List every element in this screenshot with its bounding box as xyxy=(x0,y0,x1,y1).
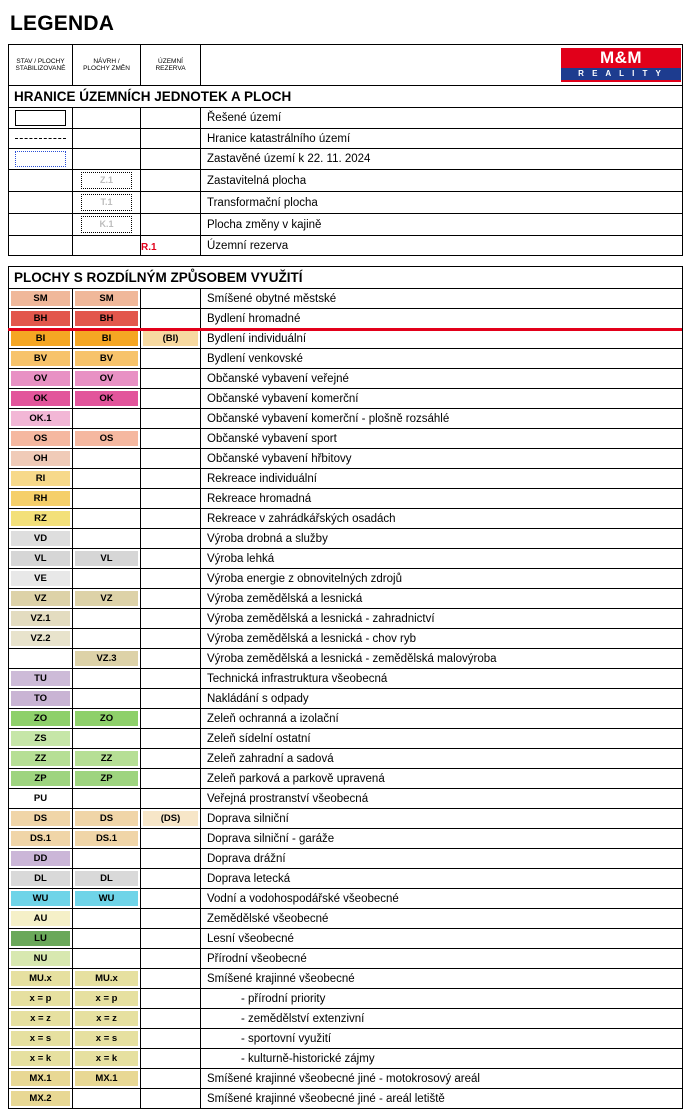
row-cell-stav xyxy=(9,149,73,170)
table-row xyxy=(9,849,683,869)
row-description: Zemědělské všeobecné xyxy=(201,909,683,929)
row-cell-rezerva xyxy=(141,589,201,609)
row-cell-navrh: VZ xyxy=(73,589,141,609)
row-cell-rezerva xyxy=(141,170,201,192)
row-cell-rezerva: (DS) xyxy=(141,809,201,829)
row-cell-navrh: MU.x xyxy=(73,969,141,989)
row-cell-rezerva xyxy=(141,489,201,509)
row-cell-stav: LU xyxy=(9,929,73,949)
row-cell-navrh xyxy=(73,789,141,809)
row-cell-rezerva xyxy=(141,429,201,449)
row-cell-stav: ZO xyxy=(9,709,73,729)
row-cell-rezerva xyxy=(141,649,201,669)
use-table xyxy=(8,266,683,1109)
symbol-solved-area xyxy=(15,110,66,126)
row-cell-navrh: OV xyxy=(73,369,141,389)
row-description: Výroba zemědělská a lesnická xyxy=(201,589,683,609)
row-cell-stav: MX.2 xyxy=(9,1089,73,1109)
row-description: Občanské vybavení veřejné xyxy=(201,369,683,389)
row-cell-rezerva xyxy=(141,309,201,329)
table-row xyxy=(9,449,683,469)
row-cell-stav: NU xyxy=(9,949,73,969)
table-row xyxy=(9,369,683,389)
row-cell-rezerva xyxy=(141,214,201,236)
row-description: Občanské vybavení hřbitovy xyxy=(201,449,683,469)
header-col-stav-line1: STAV / PLOCHY xyxy=(16,57,65,65)
table-row xyxy=(9,769,683,789)
row-description: Zeleň parková a parkově upravená xyxy=(201,769,683,789)
row-cell-rezerva xyxy=(141,369,201,389)
row-cell-navrh xyxy=(73,909,141,929)
row-description: Výroba lehká xyxy=(201,549,683,569)
row-description: Smíšené krajinné všeobecné jiné - motokrosový areál xyxy=(201,1069,683,1089)
row-cell-rezerva xyxy=(141,609,201,629)
row-cell-navrh xyxy=(73,449,141,469)
row-cell-stav: OV xyxy=(9,369,73,389)
row-cell-navrh: MX.1 xyxy=(73,1069,141,1089)
table-row xyxy=(9,789,683,809)
row-cell-stav: x = z xyxy=(9,1009,73,1029)
table-row xyxy=(9,349,683,369)
row-cell-rezerva xyxy=(141,1009,201,1029)
row-cell-rezerva xyxy=(141,149,201,170)
symbol-cadastral-boundary xyxy=(15,138,66,139)
row-description: - sportovní využití xyxy=(201,1029,683,1049)
row-cell-rezerva xyxy=(141,769,201,789)
row-description: - přírodní priority xyxy=(201,989,683,1009)
row-cell-stav: RI xyxy=(9,469,73,489)
row-description: Občanské vybavení sport xyxy=(201,429,683,449)
section-heading-boundaries xyxy=(9,86,683,108)
row-cell-navrh: DL xyxy=(73,869,141,889)
table-row xyxy=(9,429,683,449)
row-cell-rezerva xyxy=(141,709,201,729)
logo-subtext: R E A L I T Y xyxy=(561,68,681,80)
row-cell-stav xyxy=(9,170,73,192)
row-cell-rezerva xyxy=(141,569,201,589)
row-cell-rezerva xyxy=(141,1069,201,1089)
row-cell-navrh: DS xyxy=(73,809,141,829)
row-description: Zeleň ochranná a izolační xyxy=(201,709,683,729)
boundary-table xyxy=(8,44,683,256)
table-row xyxy=(9,1009,683,1029)
table-row xyxy=(9,309,683,329)
symbol-change-area: K.1 xyxy=(81,216,132,233)
row-description: Rekreace hromadná xyxy=(201,489,683,509)
row-cell-stav: x = k xyxy=(9,1049,73,1069)
table-row xyxy=(9,569,683,589)
table-row xyxy=(9,529,683,549)
row-cell-navrh: WU xyxy=(73,889,141,909)
row-cell-rezerva xyxy=(141,889,201,909)
row-cell-stav: OK.1 xyxy=(9,409,73,429)
row-description: Řešené území xyxy=(201,108,683,129)
row-cell-rezerva xyxy=(141,669,201,689)
row-cell-stav xyxy=(9,214,73,236)
table-header-row xyxy=(9,45,683,86)
page-title: LEGENDA xyxy=(10,12,115,35)
row-cell-stav: SM xyxy=(9,289,73,309)
row-cell-rezerva xyxy=(141,349,201,369)
table-row xyxy=(9,989,683,1009)
row-cell-navrh xyxy=(73,1089,141,1109)
row-cell-rezerva xyxy=(141,689,201,709)
row-cell-navrh: x = k xyxy=(73,1049,141,1069)
row-cell-rezerva xyxy=(141,549,201,569)
row-cell-stav: x = p xyxy=(9,989,73,1009)
row-cell-navrh xyxy=(73,689,141,709)
row-cell-navrh xyxy=(73,129,141,149)
table-row xyxy=(9,889,683,909)
row-cell-stav: VZ.2 xyxy=(9,629,73,649)
row-cell-stav: x = s xyxy=(9,1029,73,1049)
row-cell-rezerva xyxy=(141,849,201,869)
row-cell-navrh: BV xyxy=(73,349,141,369)
row-cell-rezerva xyxy=(141,108,201,129)
row-description: Rekreace v zahrádkářských osadách xyxy=(201,509,683,529)
table-row xyxy=(9,729,683,749)
row-description: Nakládání s odpady xyxy=(201,689,683,709)
table-row xyxy=(9,669,683,689)
header-col-navrh xyxy=(73,45,141,86)
row-cell-stav: BH xyxy=(9,309,73,329)
table-row xyxy=(9,149,683,170)
row-cell-rezerva xyxy=(141,949,201,969)
row-description: Výroba zemědělská a lesnická - zahradnictví xyxy=(201,609,683,629)
row-description: Územní rezerva xyxy=(201,236,683,256)
row-cell-stav xyxy=(9,192,73,214)
table-row xyxy=(9,170,683,192)
row-cell-navrh xyxy=(73,569,141,589)
row-cell-stav: TU xyxy=(9,669,73,689)
row-cell-stav: VE xyxy=(9,569,73,589)
row-cell-rezerva xyxy=(141,929,201,949)
row-cell-navrh xyxy=(73,949,141,969)
row-cell-rezerva xyxy=(141,192,201,214)
row-cell-navrh: VL xyxy=(73,549,141,569)
symbol-built-up-area xyxy=(15,151,66,167)
row-description: - kulturně-historické zájmy xyxy=(201,1049,683,1069)
row-description: Doprava drážní xyxy=(201,849,683,869)
row-cell-navrh xyxy=(73,192,141,214)
table-row xyxy=(9,236,683,256)
row-cell-navrh: x = z xyxy=(73,1009,141,1029)
row-description: Zastavitelná plocha xyxy=(201,170,683,192)
row-cell-navrh: OK xyxy=(73,389,141,409)
row-cell-stav xyxy=(9,236,73,256)
table-row xyxy=(9,649,683,669)
row-cell-stav: DS xyxy=(9,809,73,829)
row-cell-stav: OS xyxy=(9,429,73,449)
row-description: Smíšené obytné městské xyxy=(201,289,683,309)
table-row xyxy=(9,1089,683,1109)
red-underline-marker xyxy=(8,328,682,331)
table-row xyxy=(9,549,683,569)
table-row xyxy=(9,129,683,149)
row-cell-navrh: ZP xyxy=(73,769,141,789)
row-cell-stav: AU xyxy=(9,909,73,929)
row-cell-rezerva xyxy=(141,449,201,469)
row-cell-navrh xyxy=(73,669,141,689)
row-cell-stav: VZ xyxy=(9,589,73,609)
table-row xyxy=(9,689,683,709)
row-cell-rezerva xyxy=(141,236,201,256)
row-description: Transformační plocha xyxy=(201,192,683,214)
table-row xyxy=(9,108,683,129)
table-row xyxy=(9,829,683,849)
row-description: Bydlení individuální xyxy=(201,329,683,349)
row-cell-stav xyxy=(9,129,73,149)
row-description: Výroba zemědělská a lesnická - chov ryb xyxy=(201,629,683,649)
row-cell-rezerva xyxy=(141,389,201,409)
row-cell-rezerva xyxy=(141,829,201,849)
row-cell-stav: PU xyxy=(9,789,73,809)
row-description: - zemědělství extenzivní xyxy=(201,1009,683,1029)
row-cell-navrh xyxy=(73,236,141,256)
row-cell-stav: VD xyxy=(9,529,73,549)
row-cell-rezerva xyxy=(141,629,201,649)
section-heading-uses xyxy=(9,267,683,289)
row-description: Technická infrastruktura všeobecná xyxy=(201,669,683,689)
row-cell-rezerva xyxy=(141,409,201,429)
row-cell-navrh xyxy=(73,509,141,529)
row-cell-navrh xyxy=(73,929,141,949)
header-col-rezerva xyxy=(141,45,201,86)
row-cell-stav: BI xyxy=(9,329,73,349)
row-cell-stav: RZ xyxy=(9,509,73,529)
symbol-reserve-code: R.1 xyxy=(141,241,157,253)
row-cell-navrh: x = p xyxy=(73,989,141,1009)
row-cell-stav: DL xyxy=(9,869,73,889)
row-description: Plocha změny v kajině xyxy=(201,214,683,236)
row-cell-navrh xyxy=(73,629,141,649)
row-description: Bydlení venkovské xyxy=(201,349,683,369)
table-row xyxy=(9,749,683,769)
row-cell-stav: WU xyxy=(9,889,73,909)
row-description: Smíšené krajinné všeobecné xyxy=(201,969,683,989)
row-cell-rezerva xyxy=(141,469,201,489)
row-cell-navrh xyxy=(73,170,141,192)
row-cell-navrh xyxy=(73,489,141,509)
row-description: Výroba drobná a služby xyxy=(201,529,683,549)
row-cell-rezerva xyxy=(141,789,201,809)
table-row xyxy=(9,509,683,529)
table-row xyxy=(9,949,683,969)
row-cell-navrh: VZ.3 xyxy=(73,649,141,669)
table-row xyxy=(9,389,683,409)
row-description: Bydlení hromadné xyxy=(201,309,683,329)
table-row xyxy=(9,969,683,989)
row-cell-rezerva xyxy=(141,749,201,769)
row-cell-navrh xyxy=(73,469,141,489)
row-cell-rezerva xyxy=(141,509,201,529)
section-heading-boundaries-label: HRANICE ÚZEMNÍCH JEDNOTEK A PLOCH xyxy=(9,86,683,108)
row-description: Lesní všeobecné xyxy=(201,929,683,949)
table-row xyxy=(9,709,683,729)
row-cell-rezerva: (BI) xyxy=(141,329,201,349)
row-cell-stav xyxy=(9,649,73,669)
table-row xyxy=(9,289,683,309)
row-cell-navrh xyxy=(73,609,141,629)
row-cell-stav: RH xyxy=(9,489,73,509)
table-row xyxy=(9,629,683,649)
row-cell-stav: ZP xyxy=(9,769,73,789)
table-row xyxy=(9,589,683,609)
row-cell-stav: ZS xyxy=(9,729,73,749)
row-description: Veřejná prostranství všeobecná xyxy=(201,789,683,809)
table-row xyxy=(9,909,683,929)
table-row xyxy=(9,214,683,236)
row-cell-stav: OK xyxy=(9,389,73,409)
row-cell-navrh xyxy=(73,529,141,549)
header-col-stav-line2: STABILIZOVANÉ xyxy=(15,65,66,72)
row-description: Zeleň zahradní a sadová xyxy=(201,749,683,769)
row-cell-rezerva xyxy=(141,989,201,1009)
row-cell-rezerva xyxy=(141,129,201,149)
row-cell-navrh: ZZ xyxy=(73,749,141,769)
row-cell-rezerva xyxy=(141,869,201,889)
row-cell-rezerva xyxy=(141,529,201,549)
row-description: Vodní a vodohospodářské všeobecné xyxy=(201,889,683,909)
row-description: Smíšené krajinné všeobecné jiné - areál letiště xyxy=(201,1089,683,1109)
table-row xyxy=(9,469,683,489)
row-cell-rezerva xyxy=(141,909,201,929)
table-row xyxy=(9,329,683,349)
row-cell-stav xyxy=(9,108,73,129)
row-description: Výroba zemědělská a lesnická - zemědělská malovýroba xyxy=(201,649,683,669)
header-col-rezerva-line1: ÚZEMNÍ xyxy=(158,57,183,65)
symbol-change-area: T.1 xyxy=(81,194,132,211)
row-cell-stav: TO xyxy=(9,689,73,709)
row-cell-navrh xyxy=(73,108,141,129)
row-cell-navrh xyxy=(73,849,141,869)
table-row xyxy=(9,1029,683,1049)
row-cell-navrh: SM xyxy=(73,289,141,309)
logo-text: M&M xyxy=(599,48,643,67)
logo-mm xyxy=(561,48,681,82)
row-description: Výroba energie z obnovitelných zdrojů xyxy=(201,569,683,589)
row-description: Hranice katastrálního území xyxy=(201,129,683,149)
row-cell-stav: DD xyxy=(9,849,73,869)
table-row xyxy=(9,489,683,509)
table-row xyxy=(9,409,683,429)
table-row xyxy=(9,929,683,949)
table-row xyxy=(9,809,683,829)
section-heading-uses-label: PLOCHY S ROZDÍLNÝM ZPŮSOBEM VYUŽITÍ xyxy=(9,267,683,289)
row-cell-stav: VZ.1 xyxy=(9,609,73,629)
row-cell-stav: VL xyxy=(9,549,73,569)
row-description: Zastavěné území k 22. 11. 2024 xyxy=(201,149,683,170)
row-description: Občanské vybavení komerční - plošně rozsáhlé xyxy=(201,409,683,429)
table-row xyxy=(9,869,683,889)
table-row xyxy=(9,192,683,214)
row-cell-navrh: OS xyxy=(73,429,141,449)
row-cell-navrh xyxy=(73,729,141,749)
row-cell-navrh: BH xyxy=(73,309,141,329)
table-row xyxy=(9,609,683,629)
header-col-navrh-line2: PLOCHY ZMĚN xyxy=(83,65,130,72)
row-cell-rezerva xyxy=(141,289,201,309)
row-cell-stav: DS.1 xyxy=(9,829,73,849)
row-description: Zeleň sídelní ostatní xyxy=(201,729,683,749)
row-cell-navrh xyxy=(73,214,141,236)
row-cell-rezerva xyxy=(141,1089,201,1109)
row-cell-navrh xyxy=(73,409,141,429)
row-description: Doprava letecká xyxy=(201,869,683,889)
header-col-stav xyxy=(9,45,73,86)
row-cell-navrh xyxy=(73,149,141,170)
logo-cell xyxy=(201,45,683,86)
row-cell-navrh: x = s xyxy=(73,1029,141,1049)
row-cell-navrh: ZO xyxy=(73,709,141,729)
row-cell-rezerva xyxy=(141,1049,201,1069)
table-row xyxy=(9,1049,683,1069)
row-cell-navrh: BI xyxy=(73,329,141,349)
row-cell-stav: MX.1 xyxy=(9,1069,73,1089)
header-col-rezerva-line2: REZERVA xyxy=(155,65,186,72)
table-row xyxy=(9,1069,683,1089)
row-description: Rekreace individuální xyxy=(201,469,683,489)
row-cell-navrh: DS.1 xyxy=(73,829,141,849)
row-cell-rezerva xyxy=(141,969,201,989)
header-col-navrh-line1: NÁVRH / xyxy=(93,57,120,65)
symbol-change-area: Z.1 xyxy=(81,172,132,189)
row-description: Doprava silniční xyxy=(201,809,683,829)
row-cell-rezerva xyxy=(141,729,201,749)
row-description: Občanské vybavení komerční xyxy=(201,389,683,409)
row-description: Doprava silniční - garáže xyxy=(201,829,683,849)
row-cell-rezerva xyxy=(141,1029,201,1049)
row-cell-stav: BV xyxy=(9,349,73,369)
table-spacer xyxy=(8,256,682,266)
row-description: Přírodní všeobecné xyxy=(201,949,683,969)
row-cell-stav: OH xyxy=(9,449,73,469)
row-cell-stav: MU.x xyxy=(9,969,73,989)
row-cell-stav: ZZ xyxy=(9,749,73,769)
